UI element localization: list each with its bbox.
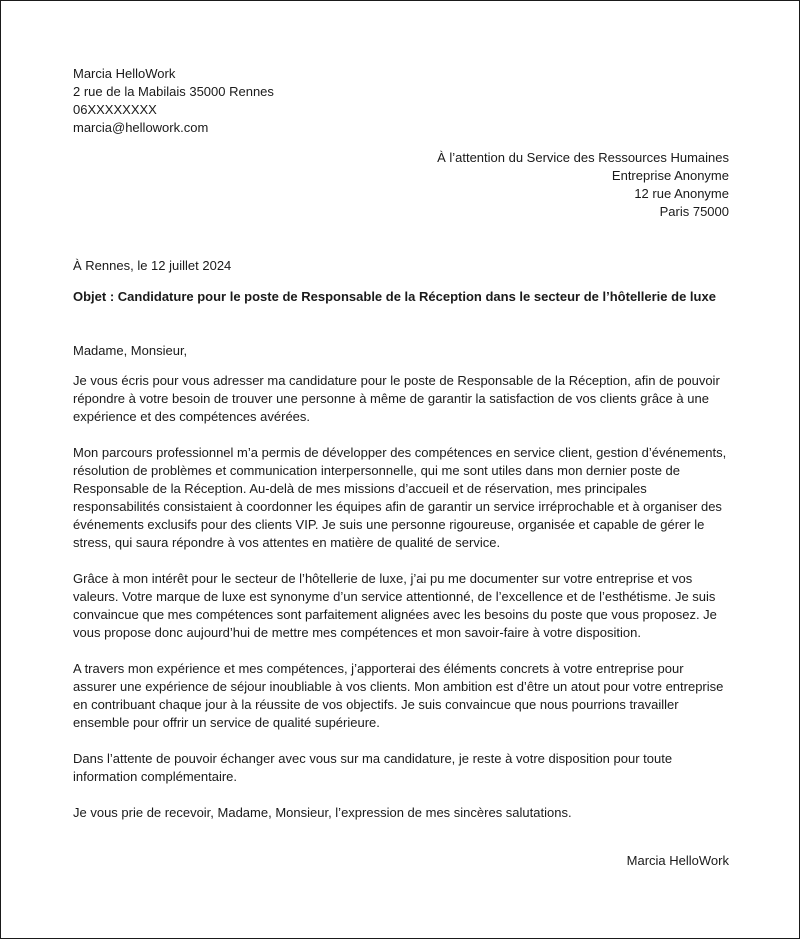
recipient-attention: À l’attention du Service des Ressources Humaines [437,150,729,165]
paragraph-availability: Dans l’attente de pouvoir échanger avec vous sur ma candidature, je reste à votre disposition pour toute information complémentaire. [73,751,673,784]
paragraph-intro: Je vous écris pour vous adresser ma candidature pour le poste de Responsable de la Réception, afin de pouvoir répondre à votre besoin de trouver une personne à même de garantir la satisfaction de vos clients grâce à une expérience et des compétences avérées. [73,373,720,424]
paragraph-motivation: Grâce à mon intérêt pour le secteur de l’hôtellerie de luxe, j’ai pu me documenter sur votre entreprise et vos valeurs. Votre marque de luxe est synonyme d’un service attentionné, de l’excellence et de l’esthétisme. Je suis convaincue que mes compétences sont parfaitement alignées avec les besoins du poste que vous proposez. Je vous propose donc aujourd’hui de mettre mes compétences et mon savoir-faire à votre disposition. [73,571,717,640]
recipient-company: Entreprise Anonyme [611,168,729,183]
letter-salutation: Madame, Monsieur, [73,343,188,358]
paragraph-contribution: A travers mon expérience et mes compétences, j’apporterai des éléments concrets à votre entreprise pour assurer une expérience de séjour inoubliable à vos clients. Mon ambition est d’être un atout pour votre entreprise en contribuant chaque jour à la réussite de vos objectifs. Je suis convaincue que nous pourrions travailler ensemble pour offrir un service de qualité supérieure. [73,661,724,730]
paragraph-closing: Je vous prie de recevoir, Madame, Monsieur, l’expression de mes sincères salutations. [73,805,572,820]
letter-subject: Objet : Candidature pour le poste de Responsable de la Réception dans le secteur de l’hôtellerie de luxe [73,289,716,304]
letter-signature: Marcia HelloWork [626,853,729,868]
recipient-street: 12 rue Anonyme [634,186,729,201]
paragraph-experience: Mon parcours professionnel m’a permis de développer des compétences en service client, gestion d’événements, résolution de problèmes et communication interpersonnelle, qui me sont utiles dans mon dernier poste de Responsable de la Réception. Au-delà de mes missions d’accueil et de réservation, mes principales responsabilités consistaient à coordonner les équipes afin de garantir un service irréprochable et à organiser des événements exclusifs pour des clients VIP. Je suis une personne rigoureuse, organisée et capable de gérer le stress, qui saura répondre à vos attentes en matière de qualité de service. [73,445,727,550]
letter-body [73,65,729,870]
recipient-block [73,149,729,221]
sender-email: marcia@hellowork.com [73,120,209,135]
sender-phone: 06XXXXXXXX [73,102,157,117]
recipient-city: Paris 75000 [659,204,729,219]
sender-name: Marcia HelloWork [73,66,176,81]
sender-block [73,65,729,137]
letter-date: À Rennes, le 12 juillet 2024 [73,258,232,273]
sender-address: 2 rue de la Mabilais 35000 Rennes [73,84,274,99]
